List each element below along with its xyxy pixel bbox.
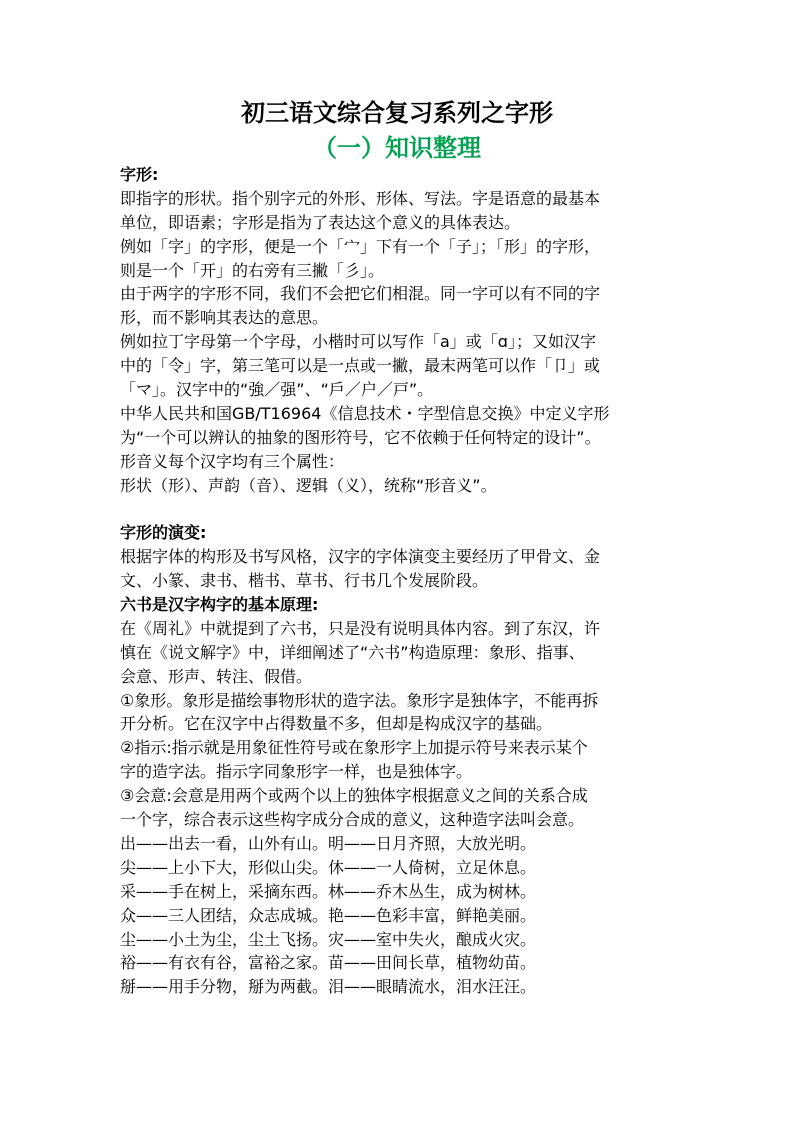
text-line: 尘——小土为尘，尘土飞扬。灾——室中失火，酿成火灾。 [120, 929, 537, 949]
text-line: 采——手在树上，采摘东西。林——乔木丛生，成为树林。 [120, 881, 537, 901]
text-line: 则是一个「开」的右旁有三撇「彡」。 [120, 260, 385, 280]
blank-line [120, 497, 720, 521]
text-line: 即指字的形状。指个别字元的外形、形体、写法。字是语意的最基本 [120, 188, 601, 208]
text-line: 单位，即语素；字形是指为了表达这个意义的具体表达。 [120, 212, 521, 232]
text-line: 中华人民共和国GB/T16964《信息技术・字型信息交换》中定义字形 [120, 403, 610, 423]
text-line: 尖——上小下大，形似山尖。休——一人倚树，立足休息。 [120, 857, 537, 877]
text-line: 为“一个可以辨认的抽象的图形符号，它不依赖于任何特定的设计”。 [120, 427, 601, 447]
text-line: 形状（形）、声韵（音）、逻辑（义），统称“形音义”。 [120, 475, 497, 495]
text-line: 开分析。它在汉字中占得数量不多，但却是构成汉字的基础。 [120, 714, 553, 734]
text-line: 「マ」。汉字中的“強／强”、“戶／户／戸”。 [120, 380, 434, 400]
text-line: 一个字，综合表示这些构字成分合成的意义，这种造字法叫会意。 [120, 810, 585, 830]
text-line: 慎在《说文解字》中，详细阐述了“六书”构造原理：象形、指事、 [120, 642, 585, 662]
text-line: 例如拉丁字母第一个字母，小楷时可以写作「a」或「ɑ」；又如汉字 [120, 332, 596, 352]
text-line: ②指示:指示就是用象征性符号或在象形字上加提示符号来表示某个 [120, 738, 588, 758]
text-line: 在《周礼》中就提到了六书，只是没有说明具体内容。到了东汉，许 [120, 618, 601, 638]
text-line: 例如「字」的字形，便是一个「宀」下有一个「子」；「形」的字形， [120, 236, 601, 256]
page-title: 初三语文综合复习系列之字形 [241, 98, 553, 127]
text-line: ①象形。象形是描绘事物形状的造字法。象形字是独体字，不能再拆 [120, 690, 599, 710]
text-line: 出——出去一看，山外有山。明——日月齐照，大放光明。 [120, 833, 537, 853]
text-line: 中的「令」字，第三笔可以是一点或一撇，最末两笔可以作「卩」或 [120, 356, 601, 376]
text-line: 掰——用手分物，掰为两截。泪——眼睛流水，泪水汪汪。 [120, 977, 537, 997]
section-heading: 字形: [120, 165, 159, 184]
text-line: 形音义每个汉字均有三个属性： [120, 451, 345, 471]
section-subtitle: （一）知识整理 [313, 133, 481, 162]
section-heading: 六书是汉字构字的基本原理: [120, 595, 319, 615]
text-line: 裕——有衣有谷，富裕之家。苗——田间长草，植物幼苗。 [120, 953, 537, 973]
text-line: 文、小篆、隶书、楷书、草书、行书几个发展阶段。 [120, 571, 489, 591]
text-line: 会意、形声、转注、假借。 [120, 666, 313, 686]
text-line: 由于两字的字形不同，我们不会把它们相混。同一字可以有不同的字 [120, 284, 601, 304]
text-line: 形，而不影响其表达的意思。 [120, 308, 329, 328]
section-heading: 字形的演变: [120, 523, 207, 543]
body-text [120, 163, 720, 999]
text-line: 众——三人团结，众志成城。艳——色彩丰富，鲜艳美丽。 [120, 905, 537, 925]
text-line: 根据字体的构形及书写风格，汉字的字体演变主要经历了甲骨文、金 [120, 547, 601, 567]
text-line: ③会意:会意是用两个或两个以上的独体字根据意义之间的关系合成 [120, 786, 588, 806]
text-line: 字的造字法。指示字同象形字一样，也是独体字。 [120, 762, 473, 782]
